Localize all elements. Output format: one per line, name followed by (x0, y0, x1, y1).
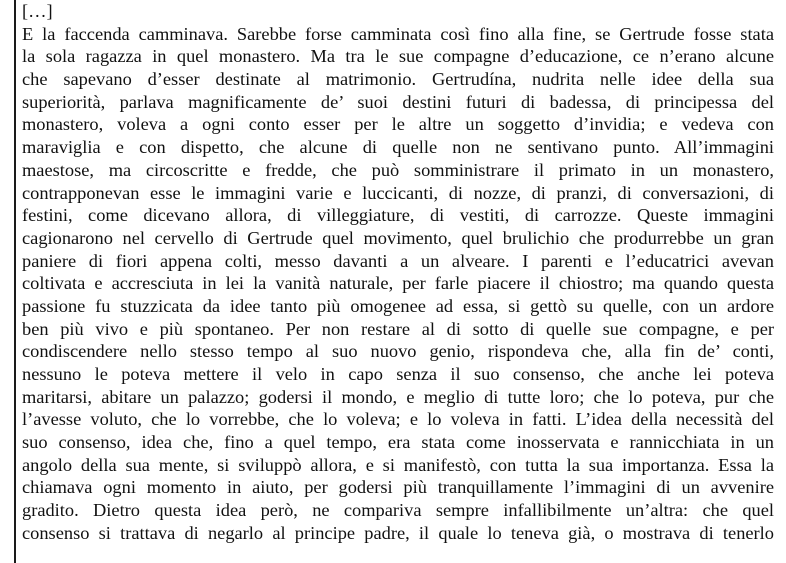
left-margin-rule (14, 0, 16, 563)
text-line: maraviglia e con dispetto, che alcune di quelle non ne sentivano punto. All’immagini (22, 137, 774, 158)
text-line: cagionarono nel cervello di Gertrude quel movimento, quel brulichio che produrrebbe un gran (22, 227, 774, 248)
document-text (22, 0, 774, 545)
text-line: monastero, voleva a ogni conto esser per le altre un soggetto d’invidia; e vedeva con (22, 114, 774, 135)
ellipsis-marker: […] (22, 1, 53, 21)
text-line: superiorità, parlava magnificamente de’ suoi destini futuri di badessa, di principessa del (22, 91, 774, 112)
text-line: coltivata e accresciuta in lei la vanità naturale, per farle piacere il chiostro; ma quando questa (22, 273, 774, 294)
text-line: chiamava ogni momento in aiuto, per godersi più tranquillamente l’immagini di un avvenire (22, 477, 774, 498)
text-line: passione fu stuzzicata da idee tanto più omogenee ad essa, si gettò su quelle, con un ardore (22, 295, 774, 316)
text-line: suo consenso, idea che, fino a quel tempo, era stata come inosservata e rannicchiata in un (22, 432, 774, 453)
text-line: angolo della sua mente, si sviluppò allora, e si manifestò, con tutta la sua importanza. Essa la (22, 454, 774, 475)
text-line: festini, come dicevano allora, di villeggiature, di vestiti, di carrozze. Queste immagini (22, 205, 774, 226)
text-line: E la faccenda camminava. Sarebbe forse camminata così fino alla fine, se Gertrude fosse stata (22, 23, 774, 44)
text-line: maritarsi, abitare un palazzo; godersi il mondo, e meglio di tutte loro; che lo poteva, pur che (22, 386, 774, 407)
text-line: contrapponevan esse le immagini varie e luccicanti, di nozze, di pranzi, di conversazioni, di (22, 182, 774, 203)
text-line: maestose, ma circoscritte e fredde, che può somministrare il primato in un monastero, (22, 159, 774, 180)
text-line: ben più vivo e più spontaneo. Per non restare al di sotto di quelle sue compagne, e per (22, 318, 774, 339)
text-line: condiscendere nello stesso tempo al suo nuovo genio, rispondeva che, alla fin de’ conti, (22, 341, 774, 362)
text-line: l’avesse voluto, che lo vorrebbe, che lo voleva; e lo voleva in fatti. L’idea della necessità del (22, 409, 774, 430)
text-line: consenso si trattava di negarlo al principe padre, il quale lo teneva già, o mostrava di tenerlo (22, 522, 774, 543)
text-line: la sola ragazza in quel monastero. Ma tra le sue compagne d’educazione, ce n’erano alcune (22, 46, 774, 67)
text-line: nessuno le poteva mettere il velo in capo senza il suo consenso, che anche lei poteva (22, 364, 774, 384)
text-line: paniere di fiori appena colti, messo davanti a un alveare. I parenti e l’educatrici avevan (22, 250, 774, 271)
text-line: che sapevano d’esser destinate al matrimonio. Gertrudína, nudrita nelle idee della sua (22, 69, 774, 90)
text-line: gradito. Dietro questa idea però, ne compariva sempre infallibilmente un’altra: che quel (22, 500, 774, 521)
